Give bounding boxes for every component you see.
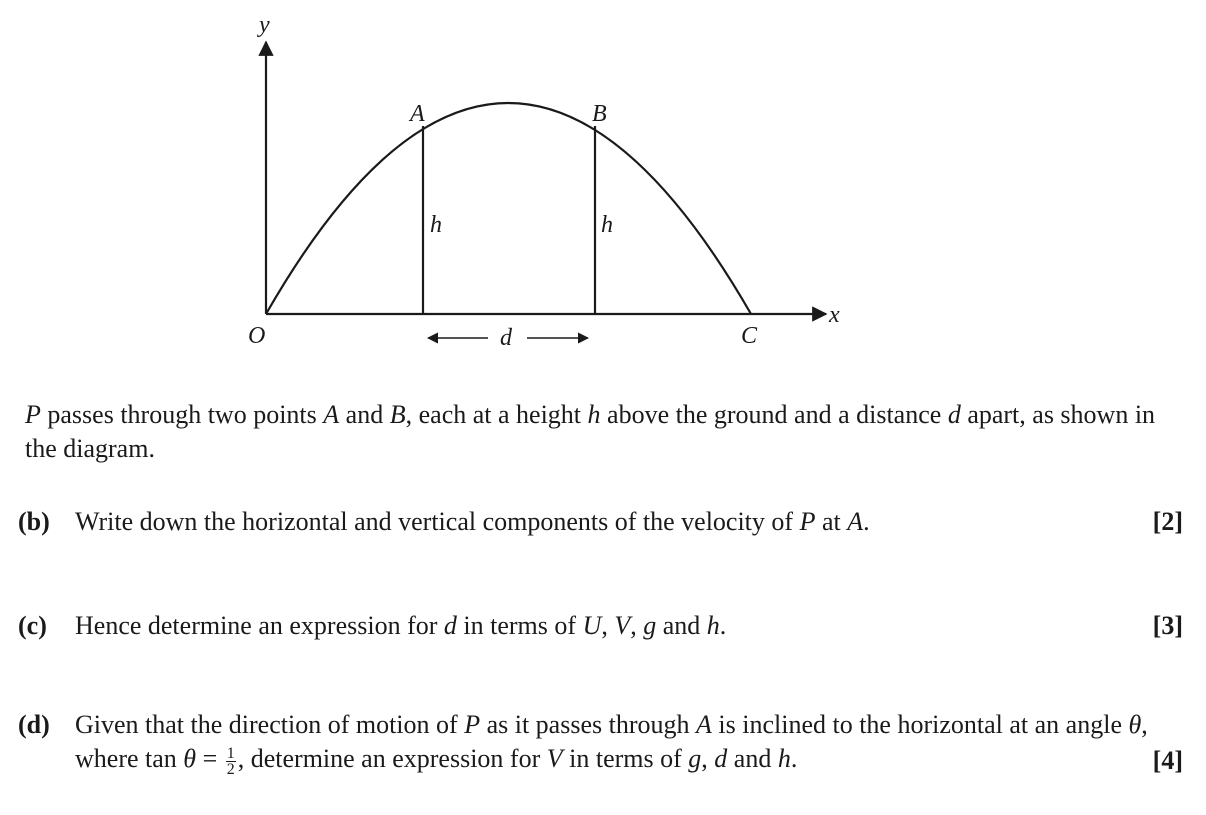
point-a-label: A	[410, 101, 425, 127]
question-number: (c)	[18, 611, 47, 640]
x-axis-label: x	[829, 302, 840, 328]
fraction-one-half: $\frac{1}{2}$	[226, 744, 235, 778]
marks-badge: [3]	[1152, 611, 1183, 640]
question-number: (b)	[18, 507, 50, 536]
marks-badge: [4]	[1152, 746, 1183, 775]
question-text: Given that the direction of motion of P as it passes through A is inclined to the horizontal at an angle θ, where tan θ = $\frac{1}{2}$ , determine an expression for V in terms of g, d and h.	[75, 710, 1148, 778]
intro-paragraph: P passes through two points A and B, each at a height h above the ground and a distance d apart, as shown in the diagram.	[25, 400, 1156, 463]
question-text: Hence determine an expression for d in terms of U, V, g and h.	[75, 611, 727, 640]
origin-label: O	[248, 323, 266, 349]
marks-badge: [2]	[1152, 507, 1183, 536]
height-label-b: h	[601, 212, 613, 238]
trajectory-curve	[266, 103, 751, 314]
trajectory-diagram	[0, 0, 1206, 370]
question-b	[18, 505, 1183, 539]
question-text: Write down the horizontal and vertical components of the velocity of P at A.	[75, 507, 870, 536]
question-number: (d)	[18, 710, 50, 739]
point-b-label: B	[592, 101, 607, 127]
distance-label: d	[500, 325, 512, 351]
height-label-a: h	[430, 212, 442, 238]
question-c	[18, 609, 1183, 643]
point-c-label: C	[741, 323, 758, 349]
question-d	[18, 708, 1183, 780]
y-axis-label: y	[259, 12, 270, 38]
